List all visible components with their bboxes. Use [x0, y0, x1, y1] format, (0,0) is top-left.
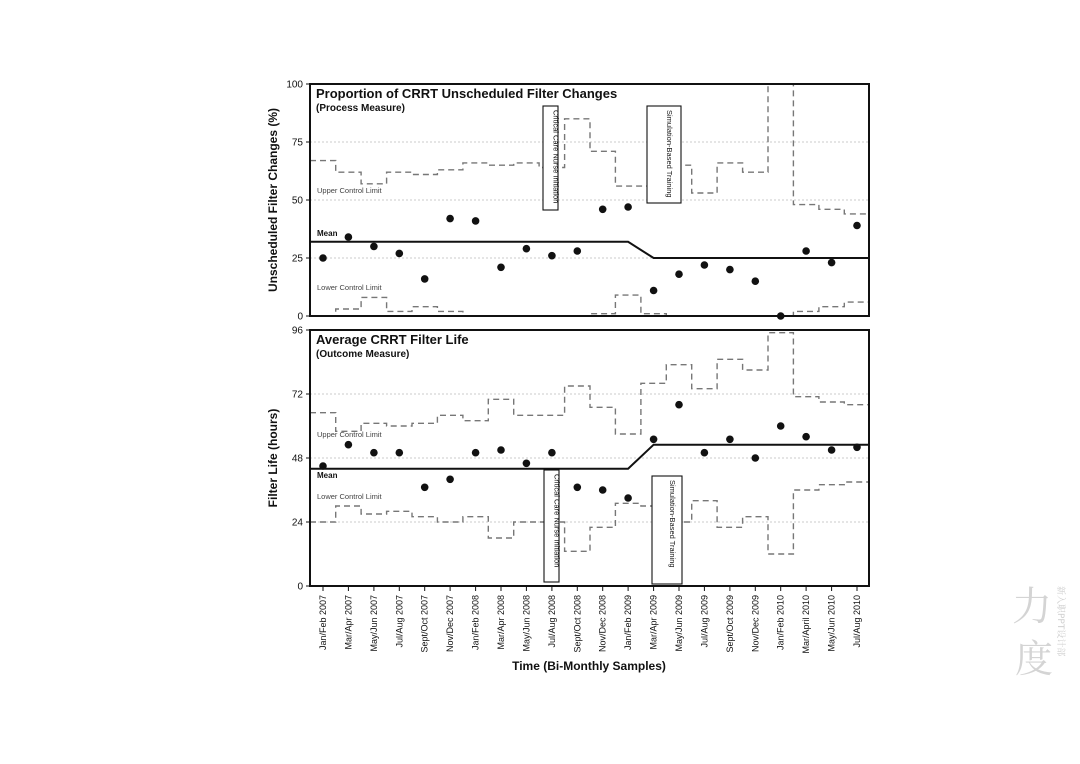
- data-point: [650, 287, 658, 295]
- x-tick-label: Sept/Oct 2007: [419, 595, 430, 653]
- ucl-label: Upper Control Limit: [317, 186, 382, 195]
- data-point: [675, 401, 683, 409]
- data-point: [548, 449, 556, 457]
- data-point: [446, 215, 454, 223]
- x-tick-label: May/Jun 2008: [521, 595, 532, 652]
- lcl-label: Lower Control Limit: [317, 492, 382, 501]
- annotation-label: Simulation-Based Training: [665, 110, 674, 198]
- data-point: [345, 441, 353, 449]
- x-axis-label: Time (Bi-Monthly Samples): [512, 659, 666, 673]
- data-point: [701, 449, 709, 457]
- mean-label: Mean: [317, 229, 338, 238]
- mean-line: [310, 445, 869, 469]
- watermark-text: 新入职PPT设计部: [1055, 586, 1065, 657]
- data-point: [446, 476, 454, 484]
- lower-control-limit-line: [310, 482, 869, 554]
- x-tick-label: Jul/Aug 2007: [394, 595, 405, 648]
- annotation-label: Critical Care Nurse Initiation: [552, 474, 562, 568]
- upper-control-limit-line: [310, 333, 869, 434]
- x-tick-label: May/Jun 2009: [674, 595, 684, 652]
- data-point: [319, 462, 327, 470]
- data-point: [396, 250, 404, 258]
- panel-title: Average CRRT Filter Life: [316, 332, 469, 347]
- x-tick-label: Jul/Aug 2009: [699, 595, 710, 648]
- data-point: [752, 454, 760, 462]
- y-tick-label: 25: [291, 253, 303, 265]
- mean-label: Mean: [317, 471, 338, 480]
- data-point: [523, 245, 531, 253]
- data-point: [828, 446, 836, 454]
- x-tick-label: May/Jun 2010: [826, 595, 837, 652]
- y-tick-label: 50: [291, 195, 303, 207]
- data-point: [421, 275, 429, 283]
- data-point: [802, 247, 810, 255]
- data-point: [370, 243, 378, 251]
- y-tick-label: 100: [286, 79, 303, 91]
- ucl-label: Upper Control Limit: [317, 430, 382, 439]
- data-point: [726, 266, 734, 274]
- data-point: [828, 259, 836, 267]
- y-axis-label: Unscheduled Filter Changes (%): [266, 107, 280, 293]
- x-tick-label: Sept/Oct 2008: [572, 595, 583, 653]
- data-point: [650, 436, 658, 444]
- data-point: [624, 494, 632, 502]
- data-point: [548, 252, 556, 260]
- x-tick-label: Jul/Aug 2008: [546, 595, 557, 648]
- process-measure-panel: [266, 80, 869, 323]
- panel-title: Proportion of CRRT Unscheduled Filter Changes: [316, 86, 618, 101]
- y-tick-label: 72: [291, 389, 303, 401]
- data-point: [599, 206, 607, 214]
- x-tick-label: Nov/Dec 2008: [597, 595, 608, 653]
- panel-frame: [310, 84, 869, 316]
- x-tick-label: Mar/Apr 2009: [648, 595, 659, 650]
- data-point: [853, 222, 861, 230]
- data-point: [853, 444, 861, 452]
- x-tick-label: Mar/Apr 2007: [343, 595, 354, 650]
- lcl-label: Lower Control Limit: [317, 283, 382, 292]
- data-point: [497, 264, 505, 272]
- y-axis-label: Filter Life (hours): [266, 408, 280, 508]
- annotation-box: [647, 106, 681, 203]
- x-tick-label: Nov/Dec 2007: [445, 595, 456, 653]
- x-tick-label: Sept/Oct 2009: [724, 595, 735, 653]
- lower-control-limit-line: [310, 295, 869, 316]
- panel-subtitle: (Process Measure): [316, 103, 405, 114]
- data-point: [396, 449, 404, 457]
- data-point: [752, 277, 760, 285]
- data-point: [701, 261, 709, 269]
- data-point: [599, 486, 607, 494]
- x-tick-label: Mar/April 2010: [801, 595, 812, 654]
- data-point: [497, 446, 505, 454]
- data-point: [777, 422, 785, 430]
- x-tick-label: Jul/Aug 2010: [852, 595, 862, 648]
- x-axis: [318, 586, 862, 654]
- outcome-measure-panel: [266, 326, 869, 593]
- data-point: [319, 254, 327, 262]
- data-point: [726, 436, 734, 444]
- y-tick-label: 75: [291, 137, 303, 149]
- annotation-label: Simulation-Based Training: [668, 480, 677, 568]
- data-point: [345, 233, 353, 241]
- y-tick-label: 48: [291, 453, 303, 465]
- data-point: [523, 460, 531, 468]
- x-tick-label: Jan/Feb 2010: [775, 595, 786, 651]
- y-tick-label: 0: [297, 311, 303, 323]
- watermark-glyph-bottom: 度: [1015, 637, 1054, 681]
- x-tick-label: Nov/Dec 2009: [750, 595, 761, 653]
- data-point: [370, 449, 378, 457]
- panel-subtitle: (Outcome Measure): [316, 349, 410, 360]
- data-point: [574, 247, 582, 255]
- x-tick-label: Jan/Feb 2008: [470, 595, 481, 651]
- data-point: [421, 484, 429, 492]
- data-point: [574, 484, 582, 492]
- y-tick-label: 96: [291, 325, 303, 337]
- data-point: [624, 203, 632, 211]
- annotation-label: Critical Care Nurse Initiation: [551, 110, 561, 204]
- data-point: [802, 433, 810, 441]
- data-point: [472, 217, 480, 225]
- mean-line: [310, 242, 869, 258]
- x-tick-label: Jan/Feb 2009: [623, 595, 634, 651]
- data-point: [675, 270, 683, 278]
- y-tick-label: 24: [291, 517, 303, 529]
- data-point: [472, 449, 480, 457]
- watermark-logo: [1012, 584, 1067, 681]
- x-tick-label: Jan/Feb 2007: [318, 595, 328, 651]
- x-tick-label: Mar/Apr 2008: [496, 595, 506, 650]
- watermark-glyph-top: 力: [1012, 584, 1052, 630]
- y-tick-label: 0: [297, 581, 303, 593]
- x-tick-label: May/Jun 2007: [368, 595, 379, 652]
